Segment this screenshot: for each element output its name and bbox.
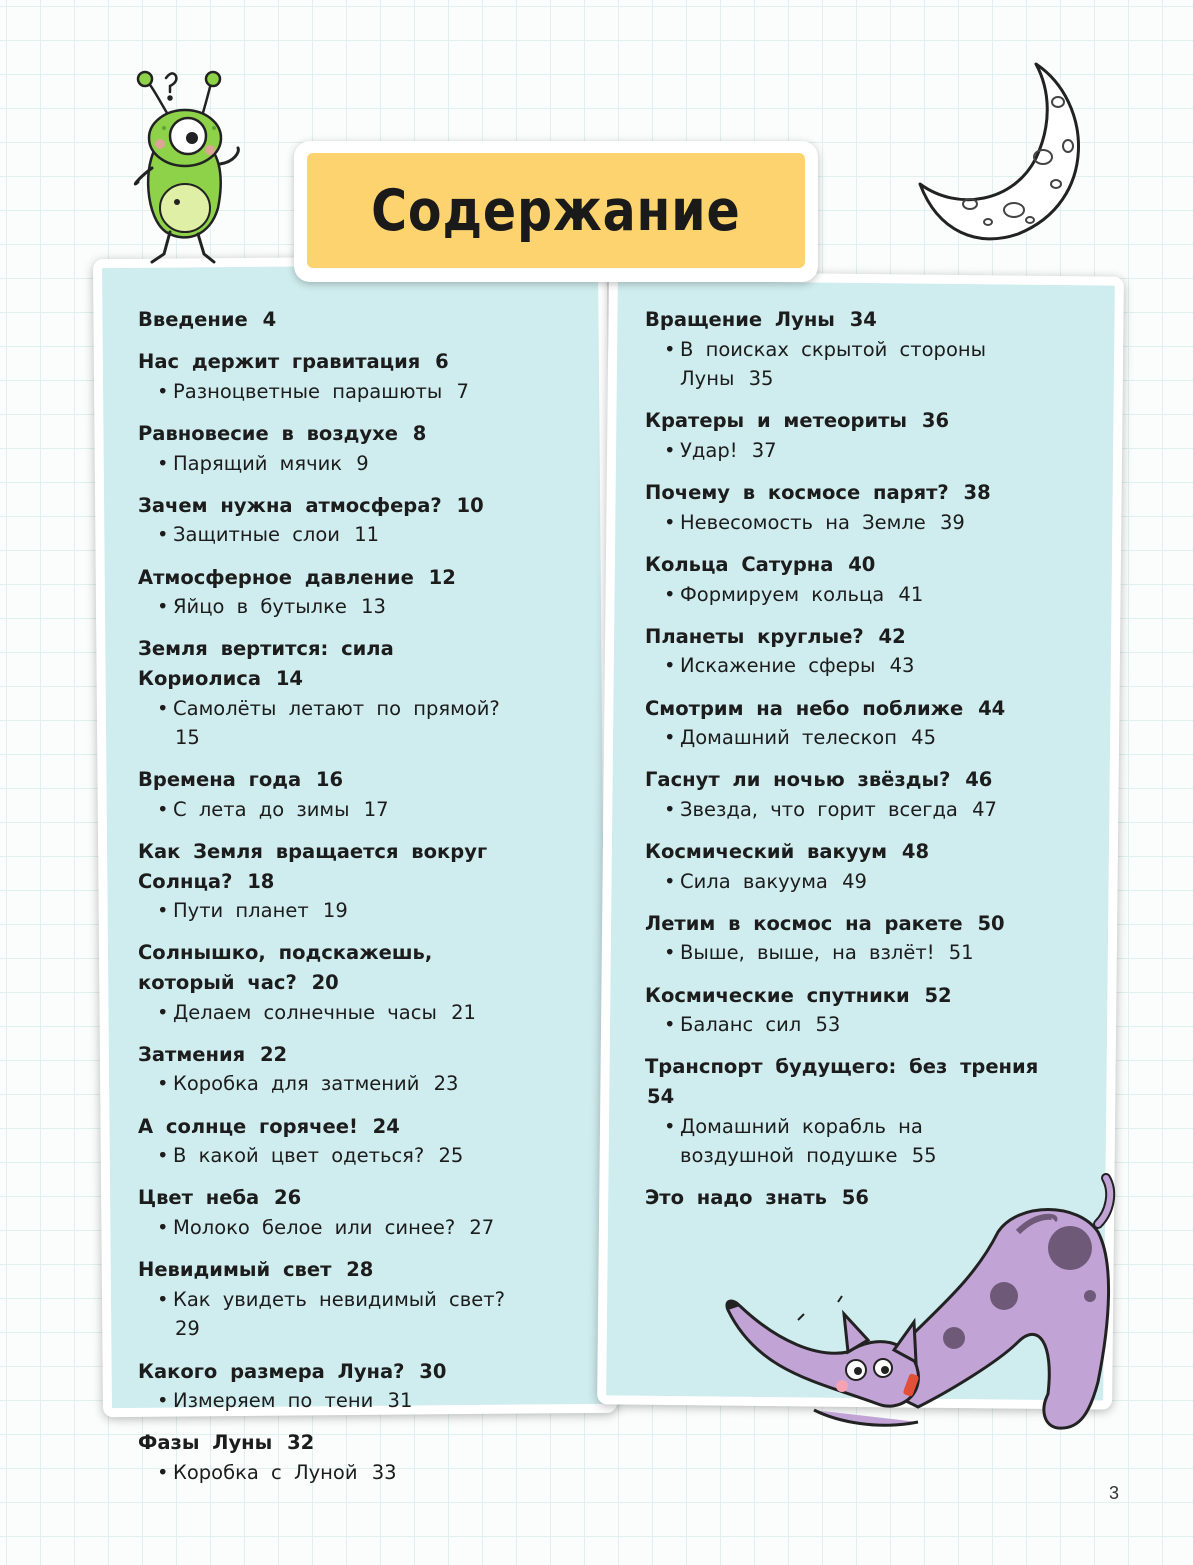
toc-subitem[interactable]: • Удар! 37 (645, 436, 1048, 466)
toc-subitem[interactable]: • Искажение сферы 43 (645, 651, 1048, 681)
toc-heading[interactable]: Летим в космос на ракете 50 (645, 911, 1005, 935)
toc-subitem[interactable]: • Домашний телескоп 45 (645, 723, 1048, 753)
toc-subitem[interactable]: • Звезда, что горит всегда 47 (645, 795, 1048, 825)
toc-heading[interactable]: Космический вакуум 48 (645, 840, 930, 864)
toc-subitem[interactable]: • Выше, выше, на взлёт! 51 (645, 938, 1048, 968)
toc-heading[interactable]: Как Земля вращается вокруг Солнца? 18 (138, 840, 488, 893)
toc-column-right (645, 305, 1048, 1226)
toc-subitem[interactable]: • В поисках скрытой стороны Луны 35 (645, 335, 1048, 394)
toc-heading[interactable]: Это надо знать 56 (645, 1186, 869, 1210)
toc-subitem[interactable]: • Пути планет 19 (138, 896, 518, 926)
moon-icon (918, 62, 1098, 242)
toc-heading[interactable]: Затмения 22 (138, 1042, 288, 1066)
toc-section (138, 1183, 518, 1242)
toc-subitem[interactable]: • Измеряем по тени 31 (138, 1386, 518, 1416)
toc-heading[interactable]: Солнышко, подскажешь, который час? 20 (138, 941, 433, 995)
toc-heading[interactable]: Транспорт будущего: без трения 54 (645, 1055, 1039, 1108)
toc-heading[interactable]: Равновесие в воздухе 8 (138, 421, 427, 445)
toc-section (645, 1183, 1048, 1213)
toc-subitem[interactable]: • С лета до зимы 17 (138, 795, 518, 825)
toc-subitem[interactable]: • Самолёты летают по прямой? 15 (138, 694, 518, 753)
page-title: Содержание (371, 177, 741, 244)
toc-subitem[interactable]: • Формируем кольца 41 (645, 580, 1048, 610)
toc-column-left (138, 305, 518, 1500)
toc-heading[interactable]: А солнце горячее! 24 (138, 1114, 400, 1138)
toc-section (645, 837, 1048, 896)
toc-heading[interactable]: Цвет неба 26 (138, 1186, 302, 1210)
toc-section (645, 909, 1048, 968)
toc-heading[interactable]: Зачем нужна атмосфера? 10 (138, 493, 484, 517)
toc-heading[interactable]: Кольца Сатурна 40 (645, 552, 876, 576)
toc-section (645, 981, 1048, 1040)
toc-section (138, 1428, 518, 1487)
toc-subitem[interactable]: • Невесомость на Земле 39 (645, 508, 1048, 538)
toc-heading[interactable]: Гаснут ли ночью звёзды? 46 (645, 768, 993, 792)
toc-heading[interactable]: Вращение Луны 34 (645, 308, 877, 331)
toc-section (645, 694, 1048, 753)
toc-section (138, 1357, 518, 1416)
toc-subitem[interactable]: • В какой цвет одеться? 25 (138, 1141, 518, 1171)
toc-subitem[interactable]: • Парящий мячик 9 (138, 449, 518, 479)
toc-subitem[interactable]: • Яйцо в бутылке 13 (138, 592, 518, 622)
toc-subitem[interactable]: • Коробка с Луной 33 (138, 1458, 518, 1488)
toc-section (138, 305, 518, 335)
toc-heading[interactable]: Введение 4 (138, 308, 277, 331)
toc-section (138, 1112, 518, 1171)
toc-subitem[interactable]: • Домашний корабль на воздушной подушке 55 (645, 1112, 1048, 1171)
toc-section (645, 406, 1048, 465)
toc-section (138, 938, 518, 1027)
toc-section (138, 1255, 518, 1344)
toc-subitem[interactable]: • Сила вакуума 49 (645, 867, 1048, 897)
toc-section (138, 634, 518, 752)
toc-heading[interactable]: Смотрим на небо поближе 44 (645, 696, 1006, 720)
toc-heading[interactable]: Какого размера Луна? 30 (138, 1359, 447, 1383)
toc-heading[interactable]: Атмосферное давление 12 (138, 565, 456, 589)
toc-subitem[interactable]: • Защитные слои 11 (138, 520, 518, 550)
title-plate (294, 141, 818, 282)
toc-section (138, 765, 518, 824)
toc-section (138, 491, 518, 550)
toc-subitem[interactable]: • Коробка для затмений 23 (138, 1069, 518, 1099)
toc-subitem[interactable]: • Молоко белое или синее? 27 (138, 1213, 518, 1243)
title-banner (307, 153, 805, 268)
toc-section (138, 837, 518, 926)
page-number: 3 (1109, 1483, 1120, 1503)
toc-subitem[interactable]: • Разноцветные парашюты 7 (138, 377, 518, 407)
toc-section (645, 622, 1048, 681)
toc-section (138, 347, 518, 406)
toc-subitem[interactable]: • Делаем солнечные часы 21 (138, 998, 518, 1028)
toc-section (138, 563, 518, 622)
toc-heading[interactable]: Земля вертится: сила Кориолиса 14 (138, 637, 394, 690)
toc-subitem[interactable]: • Как увидеть невидимый свет? 29 (138, 1285, 518, 1344)
toc-section (138, 1040, 518, 1099)
toc-subitem[interactable]: • Баланс сил 53 (645, 1010, 1048, 1040)
toc-heading[interactable]: Кратеры и метеориты 36 (645, 409, 950, 433)
toc-heading[interactable]: Космические спутники 52 (645, 983, 952, 1007)
toc-section (138, 419, 518, 478)
toc-section (645, 478, 1048, 537)
toc-section (645, 550, 1048, 609)
toc-heading[interactable]: Невидимый свет 28 (138, 1258, 374, 1282)
toc-section (645, 305, 1048, 394)
toc-heading[interactable]: Времена года 16 (138, 768, 344, 792)
toc-heading[interactable]: Фазы Луны 32 (138, 1431, 315, 1455)
toc-heading[interactable]: Почему в космосе парят? 38 (645, 481, 991, 505)
toc-section (645, 1052, 1048, 1170)
toc-section (645, 765, 1048, 824)
toc-heading[interactable]: Нас держит гравитация 6 (138, 350, 449, 374)
alien-icon (130, 68, 245, 268)
toc-heading[interactable]: Планеты круглые? 42 (645, 624, 906, 648)
